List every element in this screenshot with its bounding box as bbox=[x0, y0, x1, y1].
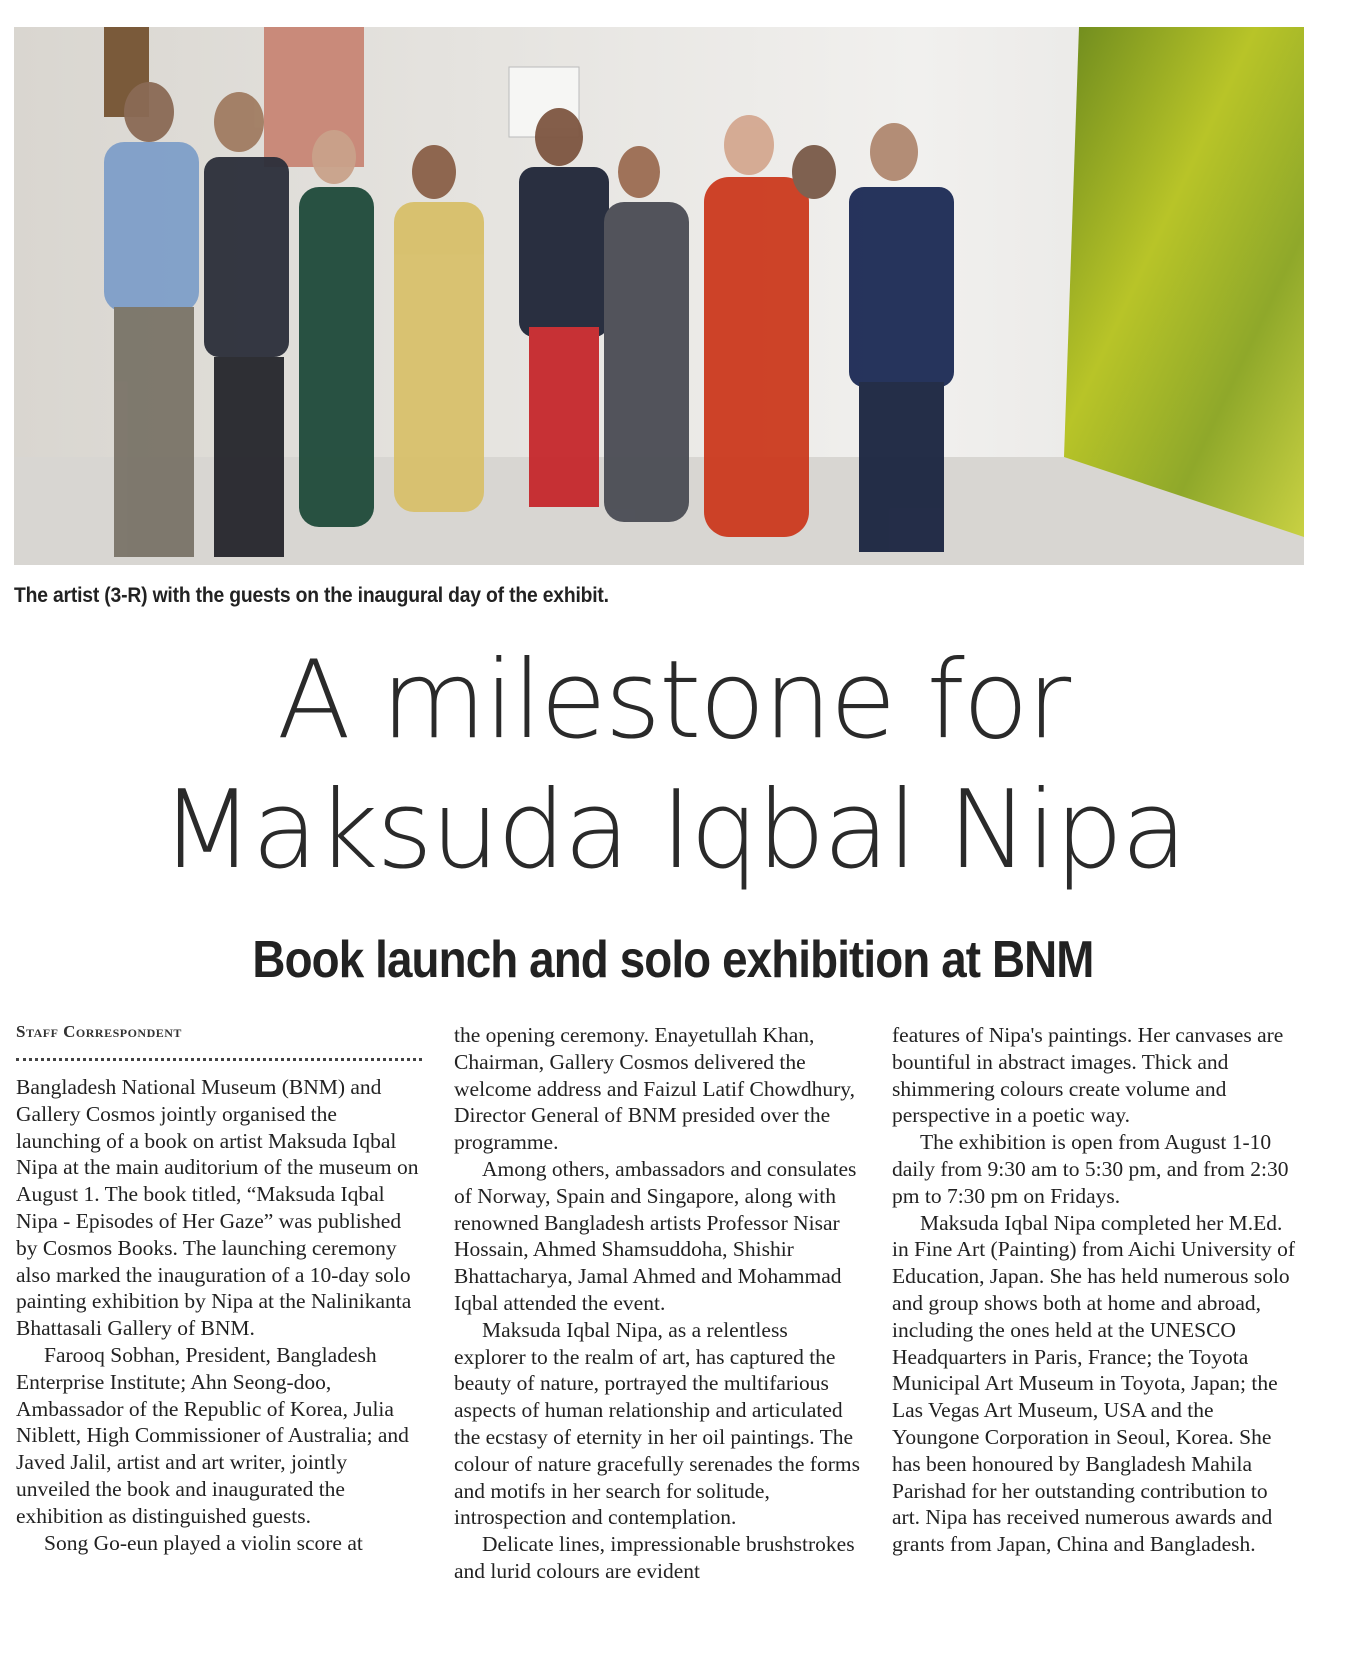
paragraph: Maksuda Iqbal Nipa completed her M.Ed. in Fine Art (Painting) from Aichi University of Education, Japan. She has held numerous solo and group shows both at home and abroad, including the ones held at the UNESCO Headquarters in Paris, France; the Toyota Municipal Art Museum in Toyota, Japan; the Las Vegas Art Museum, USA and the Youngone Corporation in Seoul, Korea. She has been honoured by Bangladesh Mahila Parishad for her outstanding contribution to art. Nipa has received numerous awards and grants from Japan, China and Bangladesh. bbox=[892, 1210, 1296, 1557]
paragraph: Song Go-eun played a violin score at bbox=[44, 1530, 363, 1555]
byline: Staff Correspondent bbox=[16, 1022, 182, 1041]
article-column-1 bbox=[16, 1074, 424, 1556]
paragraph: Maksuda Iqbal Nipa, as a relentless explorer to the realm of art, has captured the beauty of nature, portrayed the multifarious aspects of human relationship and articulated the ecstasy of eternity in her oil paintings. The colour of nature gracefully serenades the forms and motifs in her search for solitude, introspection and contemplation. bbox=[454, 1317, 860, 1530]
byline-divider bbox=[16, 1052, 422, 1061]
paragraph: Delicate lines, impressionable brushstrokes and lurid colours are evident bbox=[454, 1532, 855, 1583]
article-column-2 bbox=[454, 1022, 862, 1585]
headline-line-2: Maksuda Iqbal Nipa bbox=[160, 768, 1186, 893]
paragraph: features of Nipa's paintings. Her canvases are bountiful in abstract images. Thick and shimmering colours create volume and perspective in a poetic way. bbox=[892, 1023, 1284, 1128]
paragraph: Farooq Sobhan, President, Bangladesh Enterprise Institute; Ahn Seong-doo, Ambassador of the Republic of Korea, Julia Niblett, High Commissioner of Australia; and Javed Jalil, artist and art writer, jointly unveiled the book and inaugurated the exhibition as distinguished guests. bbox=[16, 1342, 409, 1528]
photo-caption: The artist (3-R) with the guests on the inaugural day of the exhibit. bbox=[14, 584, 609, 607]
group-photo bbox=[14, 27, 1304, 565]
article-column-3 bbox=[892, 1022, 1300, 1558]
headline-line-1: A milestone for bbox=[276, 638, 1070, 763]
paragraph: The exhibition is open from August 1-10 daily from 9:30 am to 5:30 pm, and from 2:30 pm to 7:30 pm on Fridays. bbox=[892, 1130, 1289, 1208]
paragraph: Bangladesh National Museum (BNM) and Gallery Cosmos jointly organised the launching of a book on artist Maksuda Iqbal Nipa at the main auditorium of the museum on August 1. The book titled, “Maksuda Iqbal Nipa - Episodes of Her Gaze” was published by Cosmos Books. The launching ceremony also marked the inauguration of a 10-day solo painting exhibition by Nipa at the Nalinikanta Bhattasali Gallery of BNM. bbox=[16, 1075, 419, 1341]
paragraph: Among others, ambassadors and consulates of Norway, Spain and Singapore, along with renowned Bangladesh artists Professor Nisar Hossain, Ahmed Shamsuddoha, Shishir Bhattacharya, Jamal Ahmed and Mohammad Iqbal attended the event. bbox=[454, 1156, 857, 1315]
group-photo-illustration bbox=[14, 27, 1304, 565]
subheadline: Book launch and solo exhibition at BNM bbox=[252, 931, 1094, 989]
headline bbox=[0, 636, 1346, 896]
paragraph: the opening ceremony. Enayetullah Khan, Chairman, Gallery Cosmos delivered the welcome address and Faizul Latif Chowdhury, Director General of BNM presided over the programme. bbox=[454, 1023, 856, 1155]
